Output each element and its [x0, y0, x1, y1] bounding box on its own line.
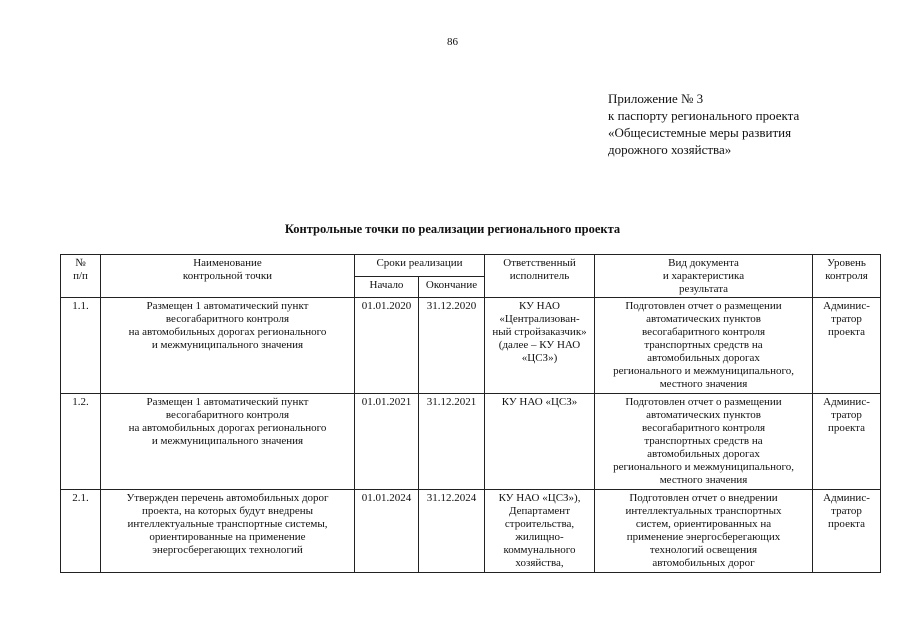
appendix-line-2: к паспорту регионального проекта	[608, 108, 800, 123]
row-num: 1.1.	[61, 298, 101, 394]
header-num: № п/п	[61, 255, 101, 298]
row-start: 01.01.2020	[355, 298, 419, 394]
row-responsible: КУ НАО «ЦСЗ»), Департамент строительства, жилищно- коммунального хозяйства,	[485, 490, 595, 573]
row-document: Подготовлен отчет о внедрении интеллектуальных транспортных систем, ориентированных на применение энергосберегающих технологий освещения автомобильных дорог	[595, 490, 813, 573]
row-level: Админис- тратор проекта	[813, 394, 881, 490]
row-level: Админис- тратор проекта	[813, 490, 881, 573]
row-start: 01.01.2021	[355, 394, 419, 490]
row-name: Утвержден перечень автомобильных дорог проекта, на которых будут внедрены интеллектуальные транспортные системы, ориентированные на применение энергосберегающих технологий	[101, 490, 355, 573]
header-dates: Сроки реализации	[355, 255, 485, 277]
table-row	[61, 298, 881, 394]
header-name: Наименование контрольной точки	[101, 255, 355, 298]
appendix-line-1: Приложение № 3	[608, 91, 704, 106]
header-level: Уровень контроля	[813, 255, 881, 298]
control-points-table	[60, 254, 881, 573]
appendix-line-4: дорожного хозяйства»	[608, 142, 732, 157]
header-document: Вид документа и характеристика результата	[595, 255, 813, 298]
document-title: Контрольные точки по реализации регионального проекта	[284, 222, 621, 236]
row-document: Подготовлен отчет о размещении автоматических пунктов весогабаритного контроля транспортных средств на автомобильных дорогах регионального и межмуниципального, местного значения	[595, 394, 813, 490]
row-start: 01.01.2024	[355, 490, 419, 573]
header-responsible: Ответственный исполнитель	[485, 255, 595, 298]
row-num: 2.1.	[61, 490, 101, 573]
row-responsible: КУ НАО «ЦСЗ»	[485, 394, 595, 490]
row-document: Подготовлен отчет о размещении автоматических пунктов весогабаритного контроля транспортных средств на автомобильных дорогах регионального и межмуниципального, местного значения	[595, 298, 813, 394]
table-row	[61, 490, 881, 573]
table-row	[61, 394, 881, 490]
row-responsible: КУ НАО «Централизован- ный стройзаказчик» (далее – КУ НАО «ЦСЗ»)	[485, 298, 595, 394]
appendix-line-3: «Общесистемные меры развития	[608, 125, 792, 140]
row-name: Размещен 1 автоматический пункт весогабаритного контроля на автомобильных дорогах регионального и межмуниципального значения	[101, 298, 355, 394]
header-start: Начало	[355, 276, 419, 298]
page-number: 86	[447, 36, 458, 48]
header-end: Окончание	[419, 276, 485, 298]
row-level: Админис- тратор проекта	[813, 298, 881, 394]
appendix-note	[608, 90, 799, 158]
row-name: Размещен 1 автоматический пункт весогабаритного контроля на автомобильных дорогах регионального и межмуниципального значения	[101, 394, 355, 490]
row-end: 31.12.2020	[419, 298, 485, 394]
row-end: 31.12.2024	[419, 490, 485, 573]
row-end: 31.12.2021	[419, 394, 485, 490]
header-row	[61, 255, 881, 277]
row-num: 1.2.	[61, 394, 101, 490]
